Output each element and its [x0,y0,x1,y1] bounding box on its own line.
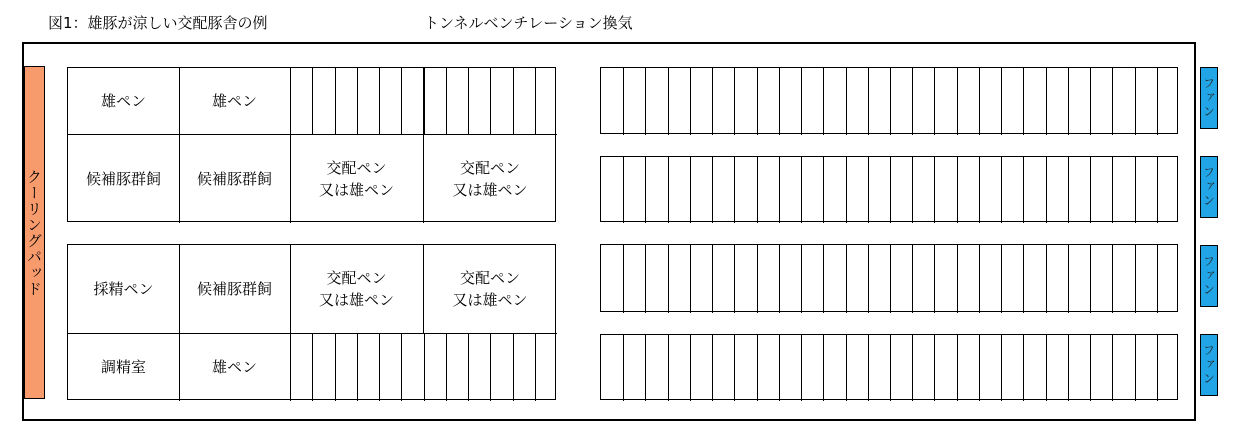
stall-divider [1157,245,1158,313]
stall-divider [357,68,358,134]
stall-divider [1135,335,1136,401]
stall-divider [1046,245,1047,313]
stall-divider [712,335,713,401]
figure-subtitle: トンネルベンチレーション換気 [424,14,633,32]
stall-divider [424,333,425,401]
pen-label: 採精ペン [93,280,154,298]
stall-divider [1157,68,1158,135]
stall-divider [734,245,735,313]
stall-divider [401,68,402,134]
stall-divider [957,335,958,401]
fan-label: ファン [1201,255,1216,297]
stall-divider [779,68,780,135]
stall-divider [779,245,780,313]
cooling-pad [24,66,45,399]
stall-divider [446,333,447,401]
stall-divider [645,245,646,313]
stall-divider [379,68,380,134]
fan-4 [1200,334,1218,396]
pen-label: 雄ペン [211,92,257,110]
stall-divider [1090,68,1091,135]
pen-male-1 [68,68,179,134]
stall-divider [668,157,669,223]
stall-divider [645,335,646,401]
stall-divider [1112,245,1113,313]
stall-divider [623,335,624,401]
fan-label: ファン [1201,77,1216,119]
stall-divider [979,245,980,313]
pen-label: 調精室 [100,358,146,376]
pen-mating-2 [423,134,557,223]
stall-divider [957,68,958,135]
pen-label: 雄ペン [100,92,146,110]
stall-divider [757,157,758,223]
stall-divider [668,335,669,401]
stall-row-1 [600,67,1178,134]
pen-mating-3 [290,245,423,333]
stall-divider [312,333,313,401]
stall-divider [846,157,847,223]
pen-mating-1 [290,134,423,223]
stall-divider [1001,68,1002,135]
stall-divider [1112,68,1113,135]
stall-divider [690,68,691,135]
stall-divider [1046,157,1047,223]
stall-divider [1090,335,1091,401]
stall-divider [1068,157,1069,223]
stall-divider [1112,157,1113,223]
stall-divider [779,157,780,223]
stall-divider [424,68,425,134]
stall-divider [1001,245,1002,313]
stall-divider [957,245,958,313]
figure-title: 図1：雄豚が涼しい交配豚舎の例 [48,14,268,32]
pen-block-upper [67,67,556,222]
stall-divider [979,157,980,223]
stall-divider [690,335,691,401]
stall-divider [757,68,758,135]
pen-label: 交配ペン 又は雄ペン [452,269,528,309]
stall-divider [1023,245,1024,313]
stall-divider [1068,68,1069,135]
stall-divider [468,333,469,401]
fan-label: ファン [1201,166,1216,208]
stall-divider [513,68,514,134]
stall-divider [779,335,780,401]
stall-divider [823,335,824,401]
stall-divider [801,157,802,223]
stall-divider [934,335,935,401]
stall-divider [912,245,913,313]
pen-candidate-1 [68,134,179,223]
fan-label: ファン [1201,344,1216,386]
stall-row-4 [600,334,1178,400]
stall-divider [823,157,824,223]
stall-row-2 [600,156,1178,222]
stall-divider [401,333,402,401]
stall-divider [890,68,891,135]
stall-divider [357,333,358,401]
stall-divider [712,245,713,313]
stall-divider [1112,335,1113,401]
pen-candidate-3 [179,245,290,333]
stall-divider [490,333,491,401]
stall-divider [645,157,646,223]
stall-divider [1046,68,1047,135]
stall-divider [335,333,336,401]
stall-divider [801,68,802,135]
stall-divider [934,68,935,135]
stall-divider [846,68,847,135]
stall-divider [623,157,624,223]
stall-divider [1157,335,1158,401]
stall-divider [868,245,869,313]
pen-label: 交配ペン 又は雄ペン [452,158,528,199]
stall-divider [801,335,802,401]
stall-divider [1046,335,1047,401]
stall-divider [757,335,758,401]
stall-divider [446,68,447,134]
stall-divider [890,335,891,401]
stall-divider [890,157,891,223]
fan-1 [1200,67,1218,129]
stall-divider [513,333,514,401]
stall-divider [690,157,691,223]
pen-block-lower [67,244,556,400]
stall-divider [757,245,758,313]
stall-divider [1157,157,1158,223]
stall-divider [979,68,980,135]
stall-divider [379,333,380,401]
stall-divider [890,245,891,313]
lab-room [68,333,179,401]
stall-divider [934,157,935,223]
pen-male-3 [179,333,290,401]
stall-divider [1090,245,1091,313]
stall-divider [734,68,735,135]
stall-divider [734,157,735,223]
stall-divider [1135,157,1136,223]
fan-3 [1200,245,1218,307]
stall-divider [734,335,735,401]
stall-divider [1135,245,1136,313]
pen-label: 候補豚群飼 [196,169,272,188]
pen-mating-4 [423,245,557,333]
stall-divider [712,157,713,223]
stall-divider [1001,335,1002,401]
stall-divider [535,68,536,134]
stall-divider [690,245,691,313]
stall-divider [1023,335,1024,401]
stall-divider [912,335,913,401]
stall-divider [846,245,847,313]
stall-divider [1023,68,1024,135]
stall-divider [912,157,913,223]
stall-divider [934,245,935,313]
stall-divider [846,335,847,401]
stall-divider [1023,157,1024,223]
stall-divider [490,68,491,134]
stall-divider [868,68,869,135]
pen-male-2 [179,68,290,134]
pen-label: 交配ペン 又は雄ペン [318,269,394,309]
stall-divider [468,68,469,134]
stall-divider [957,157,958,223]
stall-divider [623,68,624,135]
stall-divider [823,245,824,313]
stall-divider [979,335,980,401]
fan-2 [1200,156,1218,218]
stall-divider [623,245,624,313]
pen-label: 交配ペン 又は雄ペン [318,158,394,199]
stall-divider [801,245,802,313]
pen-label: 候補豚群飼 [85,169,161,188]
pen-candidate-2 [179,134,290,223]
stall-divider [312,68,313,134]
stall-divider [1001,157,1002,223]
stall-divider [535,333,536,401]
stall-divider [668,68,669,135]
pen-label: 雄ペン [211,358,257,376]
stall-divider [668,245,669,313]
cooling-pad-label: クーリングパッド [25,168,43,297]
stall-divider [1090,157,1091,223]
stall-divider [868,335,869,401]
stall-divider [912,68,913,135]
stall-divider [868,157,869,223]
stall-divider [823,68,824,135]
stall-divider [1068,335,1069,401]
stall-divider [645,68,646,135]
stall-divider [1068,245,1069,313]
stall-divider [1135,68,1136,135]
stall-divider [712,68,713,135]
stall-row-3 [600,244,1178,312]
stall-divider [335,68,336,134]
pen-collection [68,245,179,333]
pen-label: 候補豚群飼 [196,280,272,298]
